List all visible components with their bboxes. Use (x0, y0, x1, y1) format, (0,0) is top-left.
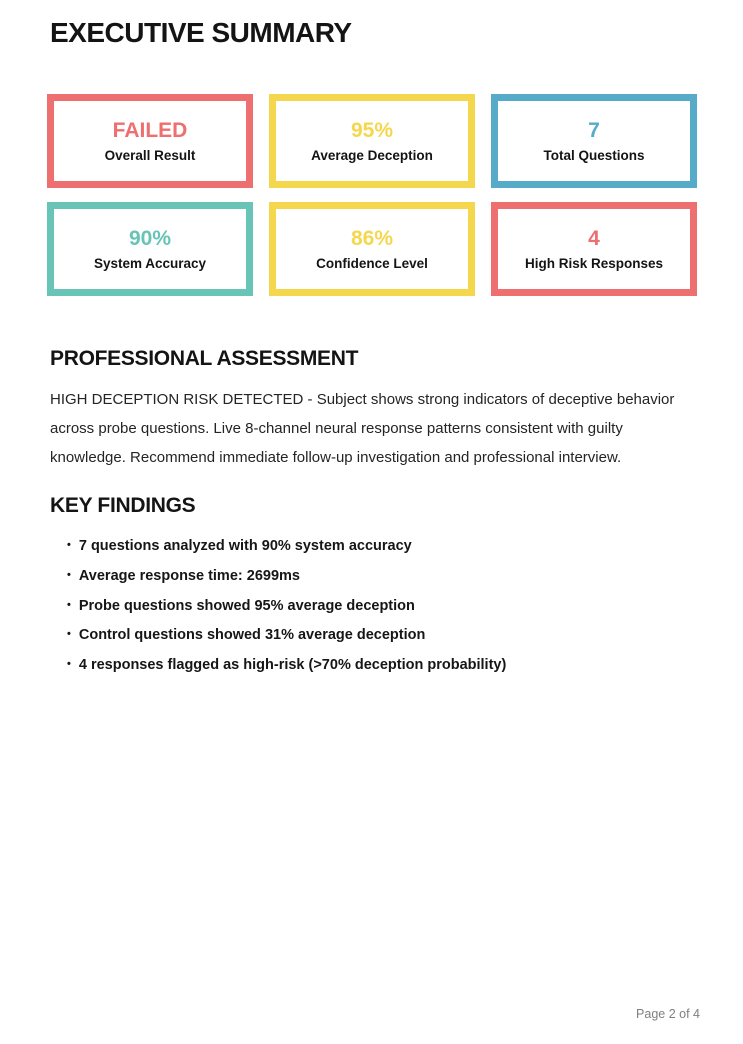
finding-text: 7 questions analyzed with 90% system accuracy (78, 538, 412, 554)
assessment-heading: PROFESSIONAL ASSESSMENT (50, 347, 359, 370)
page-number: Page 2 of 4 (636, 1007, 700, 1021)
list-item (67, 621, 743, 651)
assessment-body: HIGH DECEPTION RISK DETECTED - Subject shows strong indicators of deceptive behavior across probe questions. Live 8-channel neural response patterns consistent with guilty knowledge. Recommend immediate follow-up investigation and professional interview. (50, 391, 675, 466)
bullet-icon (67, 592, 71, 622)
stat-label: Overall Result (104, 147, 196, 163)
page-title: EXECUTIVE SUMMARY (50, 17, 352, 48)
list-item (67, 592, 743, 622)
stat-card-high-risk-responses (491, 202, 697, 296)
stat-card-system-accuracy (47, 202, 253, 296)
key-findings-heading: KEY FINDINGS (50, 494, 196, 517)
stats-grid (47, 94, 697, 296)
stat-value: 4 (588, 226, 600, 250)
stat-label: Average Deception (311, 147, 433, 163)
bullet-icon (67, 651, 71, 681)
stat-value: 90% (128, 226, 172, 250)
stat-value: 7 (588, 118, 600, 142)
key-findings-list (67, 532, 743, 681)
list-item (67, 532, 743, 562)
stat-value: FAILED (112, 118, 188, 142)
finding-text: 4 responses flagged as high-risk (>70% deception probability) (78, 657, 507, 674)
bullet-icon (67, 532, 71, 562)
bullet-icon (67, 621, 71, 651)
stat-label: High Risk Responses (524, 255, 664, 271)
stat-card-average-deception (269, 94, 475, 188)
stat-label: Confidence Level (316, 255, 428, 271)
stat-label: Total Questions (543, 147, 645, 163)
finding-text: Probe questions showed 95% average deception (78, 597, 415, 614)
list-item (67, 562, 743, 592)
finding-text: Average response time: 2699ms (78, 567, 300, 584)
list-item (67, 651, 743, 681)
finding-text: Control questions showed 31% average deception (78, 627, 426, 644)
stat-label: System Accuracy (93, 255, 207, 271)
bullet-icon (67, 562, 71, 592)
stat-card-total-questions (491, 94, 697, 188)
stat-value: 86% (350, 226, 394, 250)
stat-card-confidence-level (269, 202, 475, 296)
stat-value: 95% (350, 118, 394, 142)
stat-card-overall-result (47, 94, 253, 188)
